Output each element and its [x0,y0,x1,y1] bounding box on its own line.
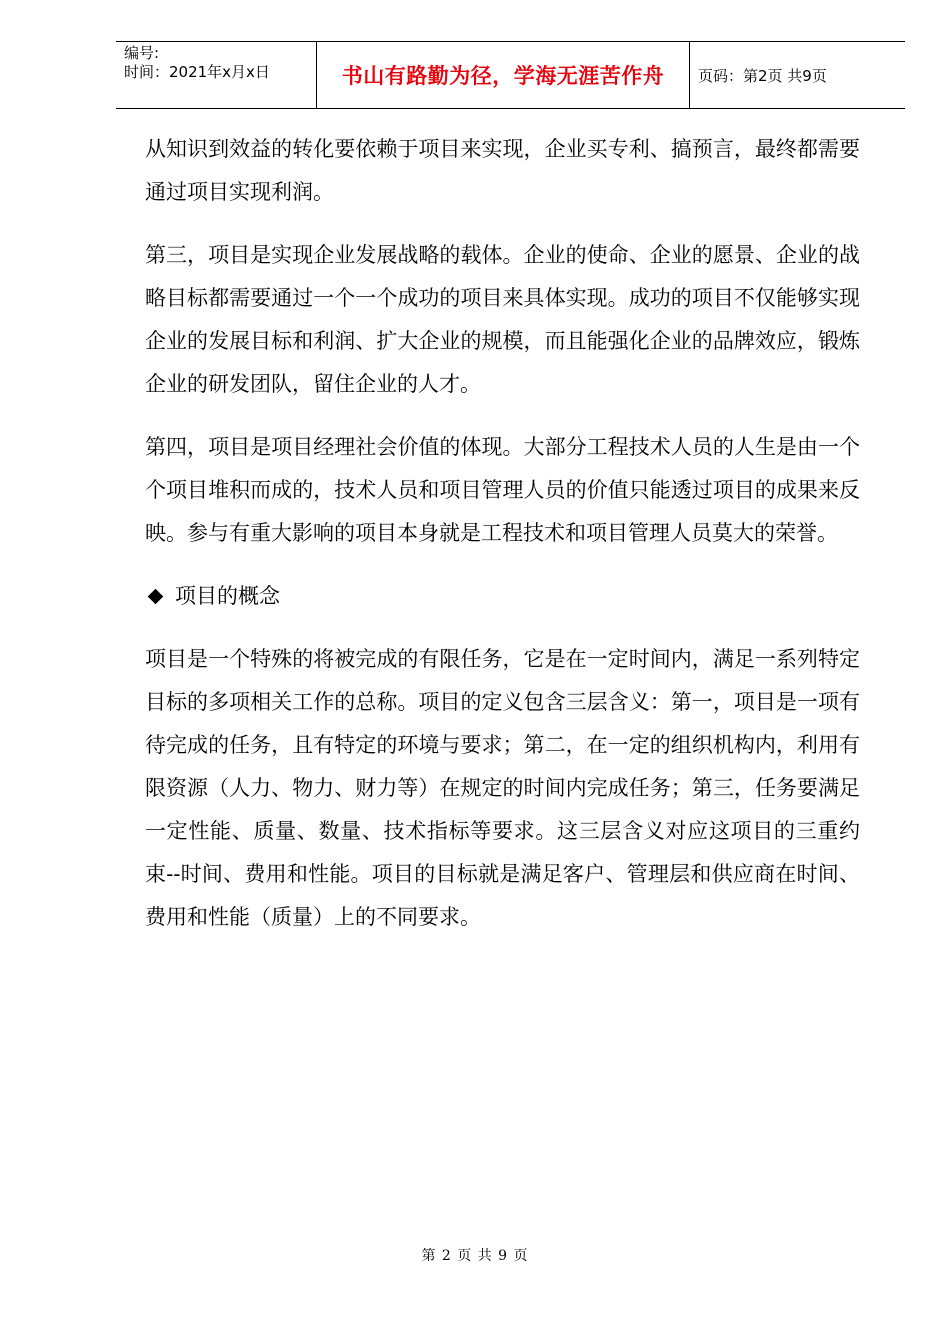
header-motto: 书山有路勤为径，学海无涯苦作舟 [341,64,665,88]
page-footer: 第 2 页 共 9 页 [421,1248,529,1264]
document-time-label: 时间：2021年x月x日 [124,63,270,81]
body-paragraph: 第四，项目是项目经理社会价值的体现。大部分工程技术人员的人生是由一个个项目堆积而成的，技术人员和项目管理人员的价值只能透过项目的成果来反映。参与有重大影响的项目本身就是工程技术和项目管理人员莫大的荣誉。 [145,435,860,545]
body-paragraph: 第三，项目是实现企业发展战略的载体。企业的使命、企业的愿景、企业的战略目标都需要通过一个一个成功的项目来具体实现。成功的项目不仅能够实现企业的发展目标和利润、扩大企业的规模，而且能强化企业的品牌效应，锻炼企业的研发团队，留住企业的人才。 [145,243,860,396]
header-page-cell [690,42,905,108]
section-heading [145,575,860,618]
section-heading-text: 项目的概念 [175,584,280,608]
document-number-label: 编号: [124,44,160,62]
header-page-info: 页码：第2页 共9页 [698,66,827,85]
body-paragraph: 项目是一个特殊的将被完成的有限任务，它是在一定时间内，满足一系列特定目标的多项相关工作的总称。项目的定义包含三层含义：第一，项目是一项有待完成的任务，且有特定的环境与要求；第二，在一定的组织机构内，利用有限资源（人力、物力、财力等）在规定的时间内完成任务；第三，任务要满足一定性能、质量、数量、技术指标等要求。这三层含义对应这项目的三重约束--时间、费用和性能。项目的目标就是满足客户、管理层和供应商在时间、费用和性能（质量）上的不同要求。 [145,647,860,929]
header-meta [116,42,316,108]
diamond-bullet-icon [148,589,164,605]
body-paragraph: 从知识到效益的转化要依赖于项目来实现，企业买专利、搞预言，最终都需要通过项目实现利润。 [145,137,860,204]
document-body [145,128,860,939]
page-header [116,41,905,109]
header-motto-cell [316,42,690,108]
